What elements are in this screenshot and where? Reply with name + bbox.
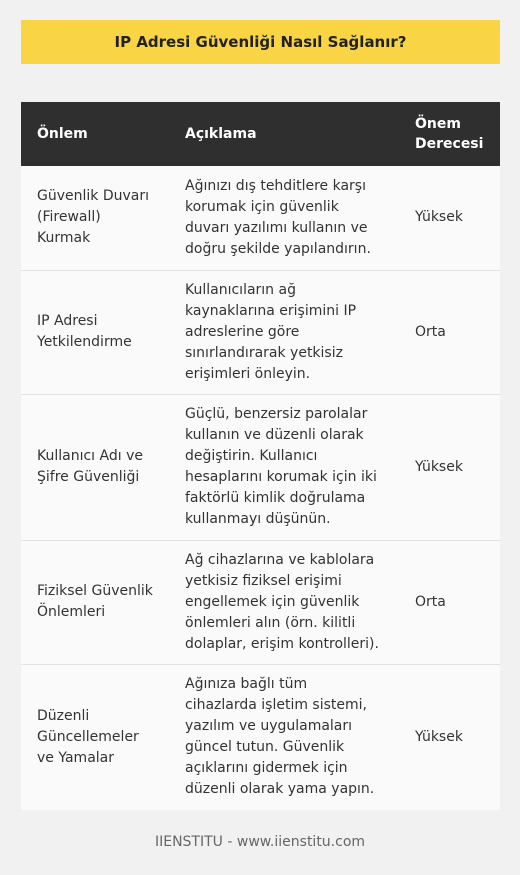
header-measure: Önlem — [21, 102, 169, 166]
table-row — [21, 394, 500, 540]
cell-importance: Yüksek — [399, 166, 500, 270]
header-description: Açıklama — [169, 102, 399, 166]
table-header-row — [21, 102, 500, 166]
cell-measure: Kullanıcı Adı ve Şifre Güvenliği — [21, 394, 169, 540]
measures-table — [21, 102, 500, 810]
table-row — [21, 270, 500, 394]
cell-importance: Orta — [399, 540, 500, 664]
cell-measure: Düzenli Güncellemeler ve Yamalar — [21, 664, 169, 810]
table-row — [21, 540, 500, 664]
cell-measure: Fiziksel Güvenlik Önlemleri — [21, 540, 169, 664]
cell-importance: Orta — [399, 270, 500, 394]
cell-description: Ağınızı dış tehditlere karşı korumak için güvenlik duvarı yazılımı kullanın ve doğru şekilde yapılandırın. — [169, 166, 399, 270]
cell-measure: IP Adresi Yetkilendirme — [21, 270, 169, 394]
footer-credit: IIENSTITU - www.iienstitu.com — [154, 834, 366, 850]
cell-importance: Yüksek — [399, 664, 500, 810]
cell-description: Kullanıcıların ağ kaynaklarına erişimini IP adreslerine göre sınırlandırarak yetkisiz erişimleri önleyin. — [169, 270, 399, 394]
cell-description: Ağ cihazlarına ve kablolara yetkisiz fiziksel erişimi engellemek için güvenlik önlemleri alın (örn. kilitli dolaplar, erişim kontrolleri). — [169, 540, 399, 664]
header-importance: Önem Derecesi — [399, 102, 500, 166]
cell-description: Ağınıza bağlı tüm cihazlarda işletim sistemi, yazılım ve uygulamaları güncel tutun. Güvenlik açıklarını gidermek için düzenli olarak yama yapın. — [169, 664, 399, 810]
cell-importance: Yüksek — [399, 394, 500, 540]
cell-measure: Güvenlik Duvarı (Firewall) Kurmak — [21, 166, 169, 270]
page-title: IP Adresi Güvenliği Nasıl Sağlanır? — [21, 20, 500, 64]
table-row — [21, 664, 500, 810]
table-row — [21, 166, 500, 270]
cell-description: Güçlü, benzersiz parolalar kullanın ve düzenli olarak değiştirin. Kullanıcı hesaplarını korumak için iki faktörlü kimlik doğrulama kullanmayı düşünün. — [169, 394, 399, 540]
